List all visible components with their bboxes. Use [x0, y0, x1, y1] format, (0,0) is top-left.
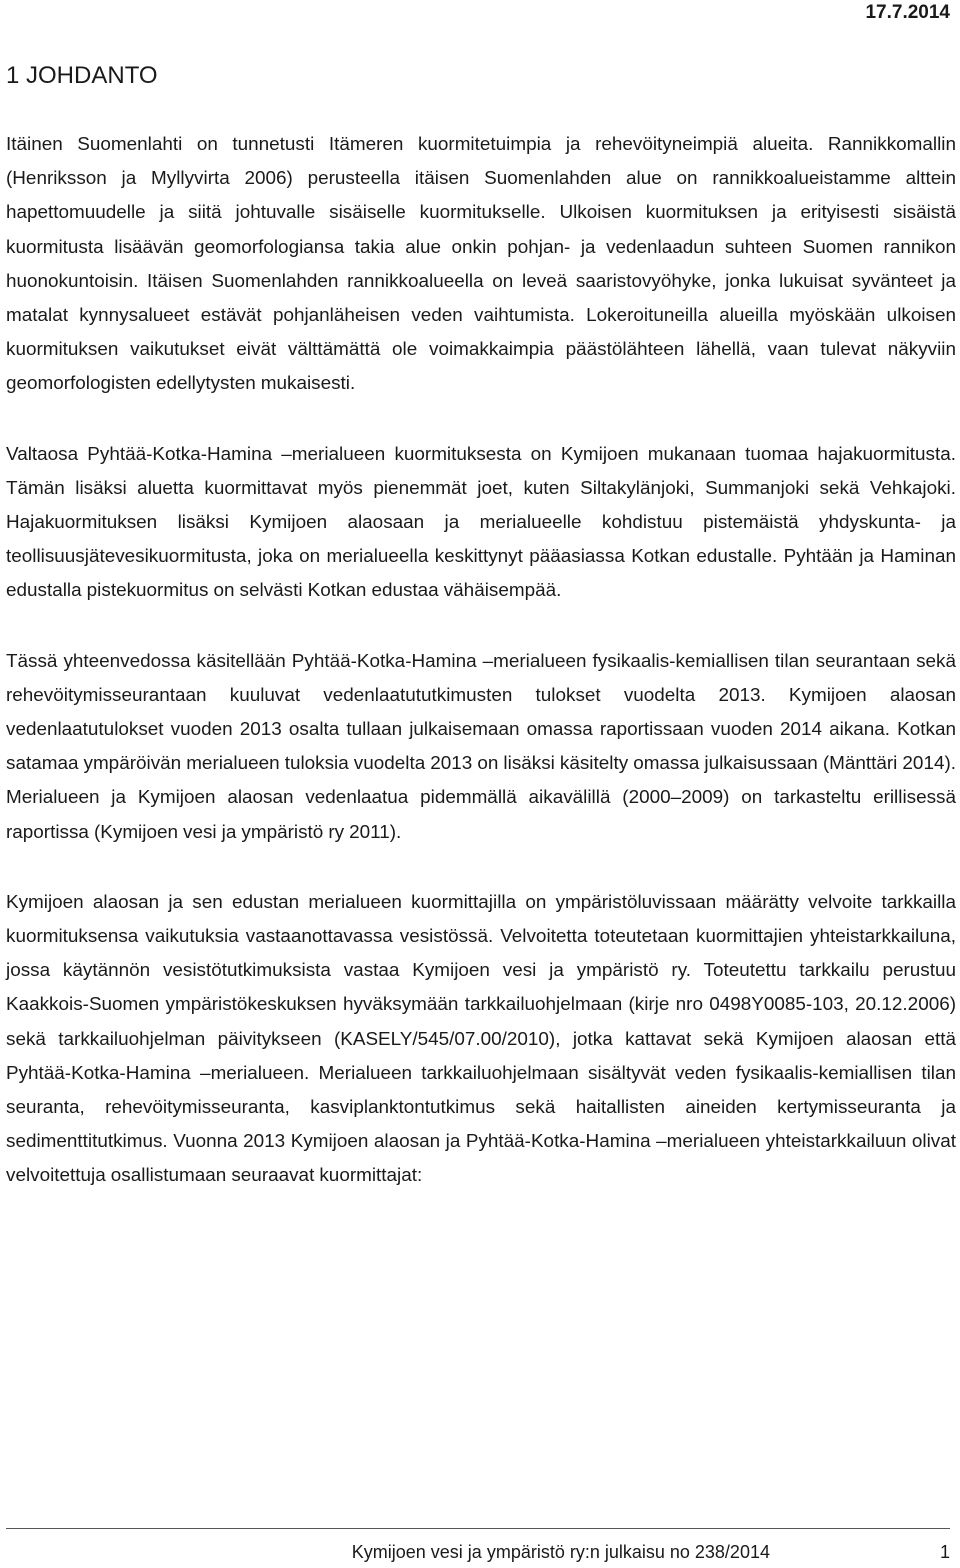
- paragraph-loading: Valtaosa Pyhtää-Kotka-Hamina –merialueen kuormituksesta on Kymijoen mukanaan tuomaa hajakuormitusta. Tämän lisäksi aluetta kuormittavat myös pienemmät joet, kuten Siltakylänjoki, Summanjoki sekä Vehkajoki. Hajakuormituksen lisäksi Kymijoen alaosaan ja merialueelle kohdistuu pistemäistä yhdyskunta- ja teollisuusjätevesikuormitusta, joka on merialueella keskittynyt pääasiassa Kotkan edustalle. Pyhtään ja Haminan edustalla pistekuormitus on selvästi Kotkan edustaa vähäisempää.: [6, 443, 956, 602]
- footer-divider: [6, 1528, 950, 1529]
- page-footer: [352, 1541, 950, 1563]
- paragraph-monitoring-obligation: Kymijoen alaosan ja sen edustan merialueen kuormittajilla on ympäristöluvissaan määrätty velvoite tarkkailla kuormituksensa vaikutuksia vastaanottavassa vesistössä. Velvoitetta toteutetaan kuormittajien yhteistarkkailuna, jossa käytännön vesistötutkimuksista vastaa Kymijoen vesi ja ympäristö ry. Toteutettu tarkkailu perustuu Kaakkois-Suomen ympäristökeskuksen hyväksymään tarkkailuohjelmaan (kirje nro 0498Y0085-103, 20.12.2006) sekä tarkkailuohjelman päivitykseen (KASELY/545/07.00/2010), jotka kattavat sekä Kymijoen alaosan että Pyhtää-Kotka-Hamina –merialueen. Merialueen tarkkailuohjelmaan sisältyvät veden fysikaalis-kemiallisen tilan seuranta, rehevöitymisseuranta, kasviplanktontutkimus sekä haitallisten aineiden kertymisseuranta ja sedimenttitutkimus. Vuonna 2013 Kymijoen alaosan ja Pyhtää-Kotka-Hamina –merialueen yhteistarkkailuun olivat velvoitettuja osallistumaan seuraavat kuormittajat:: [6, 891, 956, 1187]
- section-heading: 1 JOHDANTO: [6, 62, 158, 89]
- header-date: 17.7.2014: [865, 2, 950, 23]
- paragraph-introduction: Itäinen Suomenlahti on tunnetusti Itämeren kuormitetuimpia ja rehevöityneimpiä alueita. Rannikkomallin (Henriksson ja Myllyvirta 2006) perusteella itäisen Suomenlahden alue on rannikkoalueistamme alttein hapettomuudelle ja siitä johtuvalle sisäiselle kuormitukselle. Ulkoisen kuormituksen ja erityisesti sisäistä kuormitusta lisäävän geomorfologiansa takia alue onkin pohjan- ja vedenlaadun suhteen Suomen rannikon huonokuntoisin. Itäisen Suomenlahden rannikkoalueella on leveä saaristovyöhyke, jonka lukuisat syvänteet ja matalat kynnysalueet estävät pohjanläheisen veden vaihtumista. Lokeroituneilla alueilla myöskään ulkoisen kuormituksen vaikutukset eivät välttämättä ole voimakkaimpia päästölähteen lähellä, vaan tulevat näkyviin geomorfologisten edellytysten mukaisesti.: [6, 134, 956, 395]
- footer-page-number: 1: [939, 1542, 950, 1562]
- footer-publication: Kymijoen vesi ja ympäristö ry:n julkaisu no 238/2014: [351, 1542, 770, 1562]
- paragraph-summary-scope: Tässä yhteenvedossa käsitellään Pyhtää-Kotka-Hamina –merialueen fysikaalis-kemiallisen tilan seurantaan sekä rehevöitymisseurantaan kuuluvat vedenlaatututkimusten tulokset vuodelta 2013. Kymijoen alaosan vedenlaatutulokset vuoden 2013 osalta tullaan julkaisemaan omassa raportissaan vuoden 2014 aikana. Kotkan satamaa ympäröivän merialueen tuloksia vuodelta 2013 on lisäksi käsitelty omassa julkaisussaan (Mänttäri 2014). Merialueen ja Kymijoen alaosan vedenlaatua pidemmällä aikavälillä (2000–2009) on tarkasteltu erillisessä raportissa (Kymijoen vesi ja ympäristö ry 2011).: [6, 650, 956, 843]
- body-text: [6, 128, 956, 1230]
